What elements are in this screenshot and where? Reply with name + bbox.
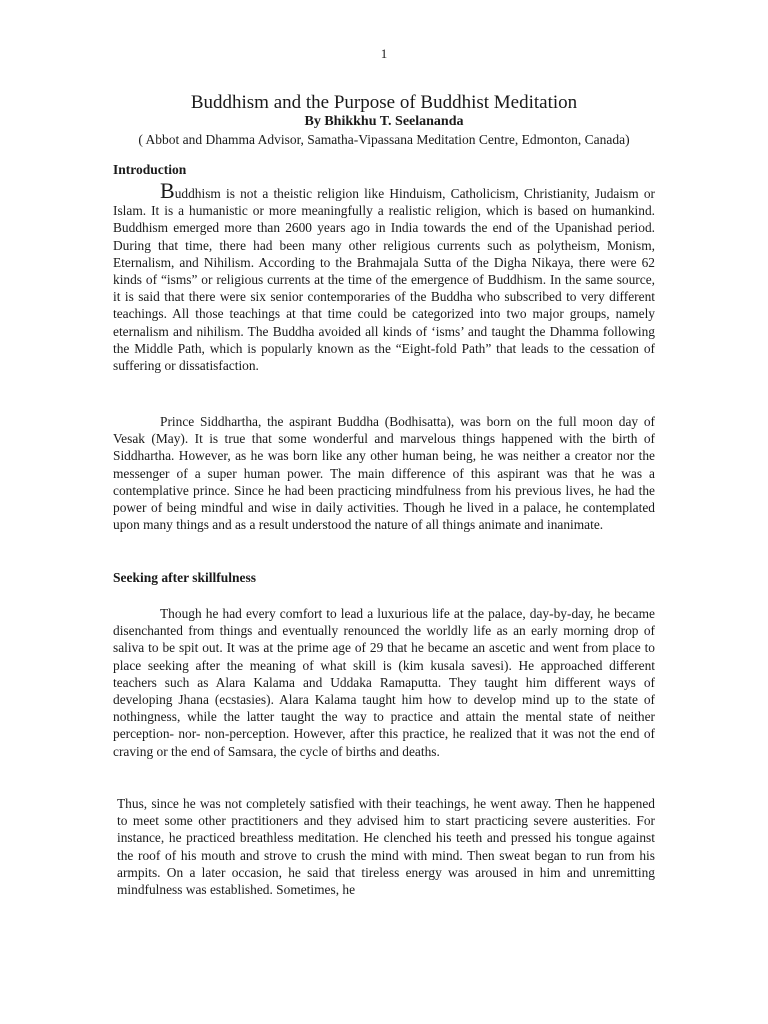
paragraph-introduction-2: Prince Siddhartha, the aspirant Buddha (Bodhisatta), was born on the full moon day of Vesak (May). It is true that some wonderful and marvelous things happened with the birth of Siddhartha. However, as he was born like any other human being, he was neither a creator nor the messenger of a super human power. The main difference of this aspirant was that he was a contemplative prince. Since he had been practicing mindfulness from his previous lives, he had the power of being mindful and wise in daily activities. Though he lived in a palace, he contemplated upon many things and as a result understood the nature of all things animate and inanimate. — [113, 414, 655, 533]
document-title: Buddhism and the Purpose of Buddhist Meditation — [190, 92, 578, 113]
drop-cap: B — [160, 178, 175, 203]
paragraph-introduction-1 — [113, 178, 655, 374]
paragraph-text: uddhism is not a theistic religion like Hinduism, Catholicism, Christianity, Judaism or Islam. It is a humanistic or more meaningfully a realistic religion, which is based on humankind. Buddhism emerged more than 2600 years ago in India towards the end of the Upanishad period. During that time, there had been many other religious currents such as polytheism, Monism, Eternalism, and Nihilism. According to the Brahmajala Sutta of the Digha Nikaya, there were 62 kinds of “isms” or religious currents at the time of the emergence of Buddhism. In the same source, it is said that there were six senior contemporaries of the Buddha who subscribed to very different teachings. All those teachings at that time could be categorized into two major groups, namely eternalism and nihilism. The Buddha avoided all kinds of ‘isms’ and taught the Dhamma following the Middle Path, which is popularly known as the “Eight-fold Path” that leads to the cessation of suffering or dissatisfaction. — [113, 186, 655, 374]
paragraph-skillfulness-1: Though he had every comfort to lead a luxurious life at the palace, day-by-day, he became disenchanted from things and eventually renounced the worldly life as an early morning drop of saliva to be spit out. It was at the prime age of 29 that he became an ascetic and went from place to place seeking after the meaning of what skill is (kim kusala savesi). He approached different teachers such as Alara Kalama and Uddaka Ramaputta. They taught him different ways of developing Jhana (ecstasies). Alara Kalama taught him how to develop mind up to the state of nothingness, while the latter taught the way to practice and attain the mental state of neither perception- nor- non-perception. However, after this practice, he realized that it was not the end of craving or the end of Samsara, the cycle of births and deaths. — [113, 606, 655, 759]
page-number: 1 — [380, 46, 388, 61]
section-heading-skillfulness: Seeking after skillfulness — [113, 570, 257, 585]
author-affiliation: ( Abbot and Dhamma Advisor, Samatha-Vipassana Meditation Centre, Edmonton, Canada) — [138, 132, 630, 147]
section-heading-introduction: Introduction — [113, 162, 187, 177]
document-author: By Bhikkhu T. Seelananda — [304, 114, 464, 129]
paragraph-skillfulness-2: Thus, since he was not completely satisfied with their teachings, he went away. Then he happened to meet some other practitioners and they advised him to start practicing severe austerities. For instance, he practiced breathless meditation. He clenched his teeth and pressed his tongue against the roof of his mouth and strove to crush the mind with mind. Then sweat began to run from his armpits. On a later occasion, he said that tireless energy was aroused in him and unremitting mindfulness was established. Sometimes, he — [117, 796, 655, 898]
